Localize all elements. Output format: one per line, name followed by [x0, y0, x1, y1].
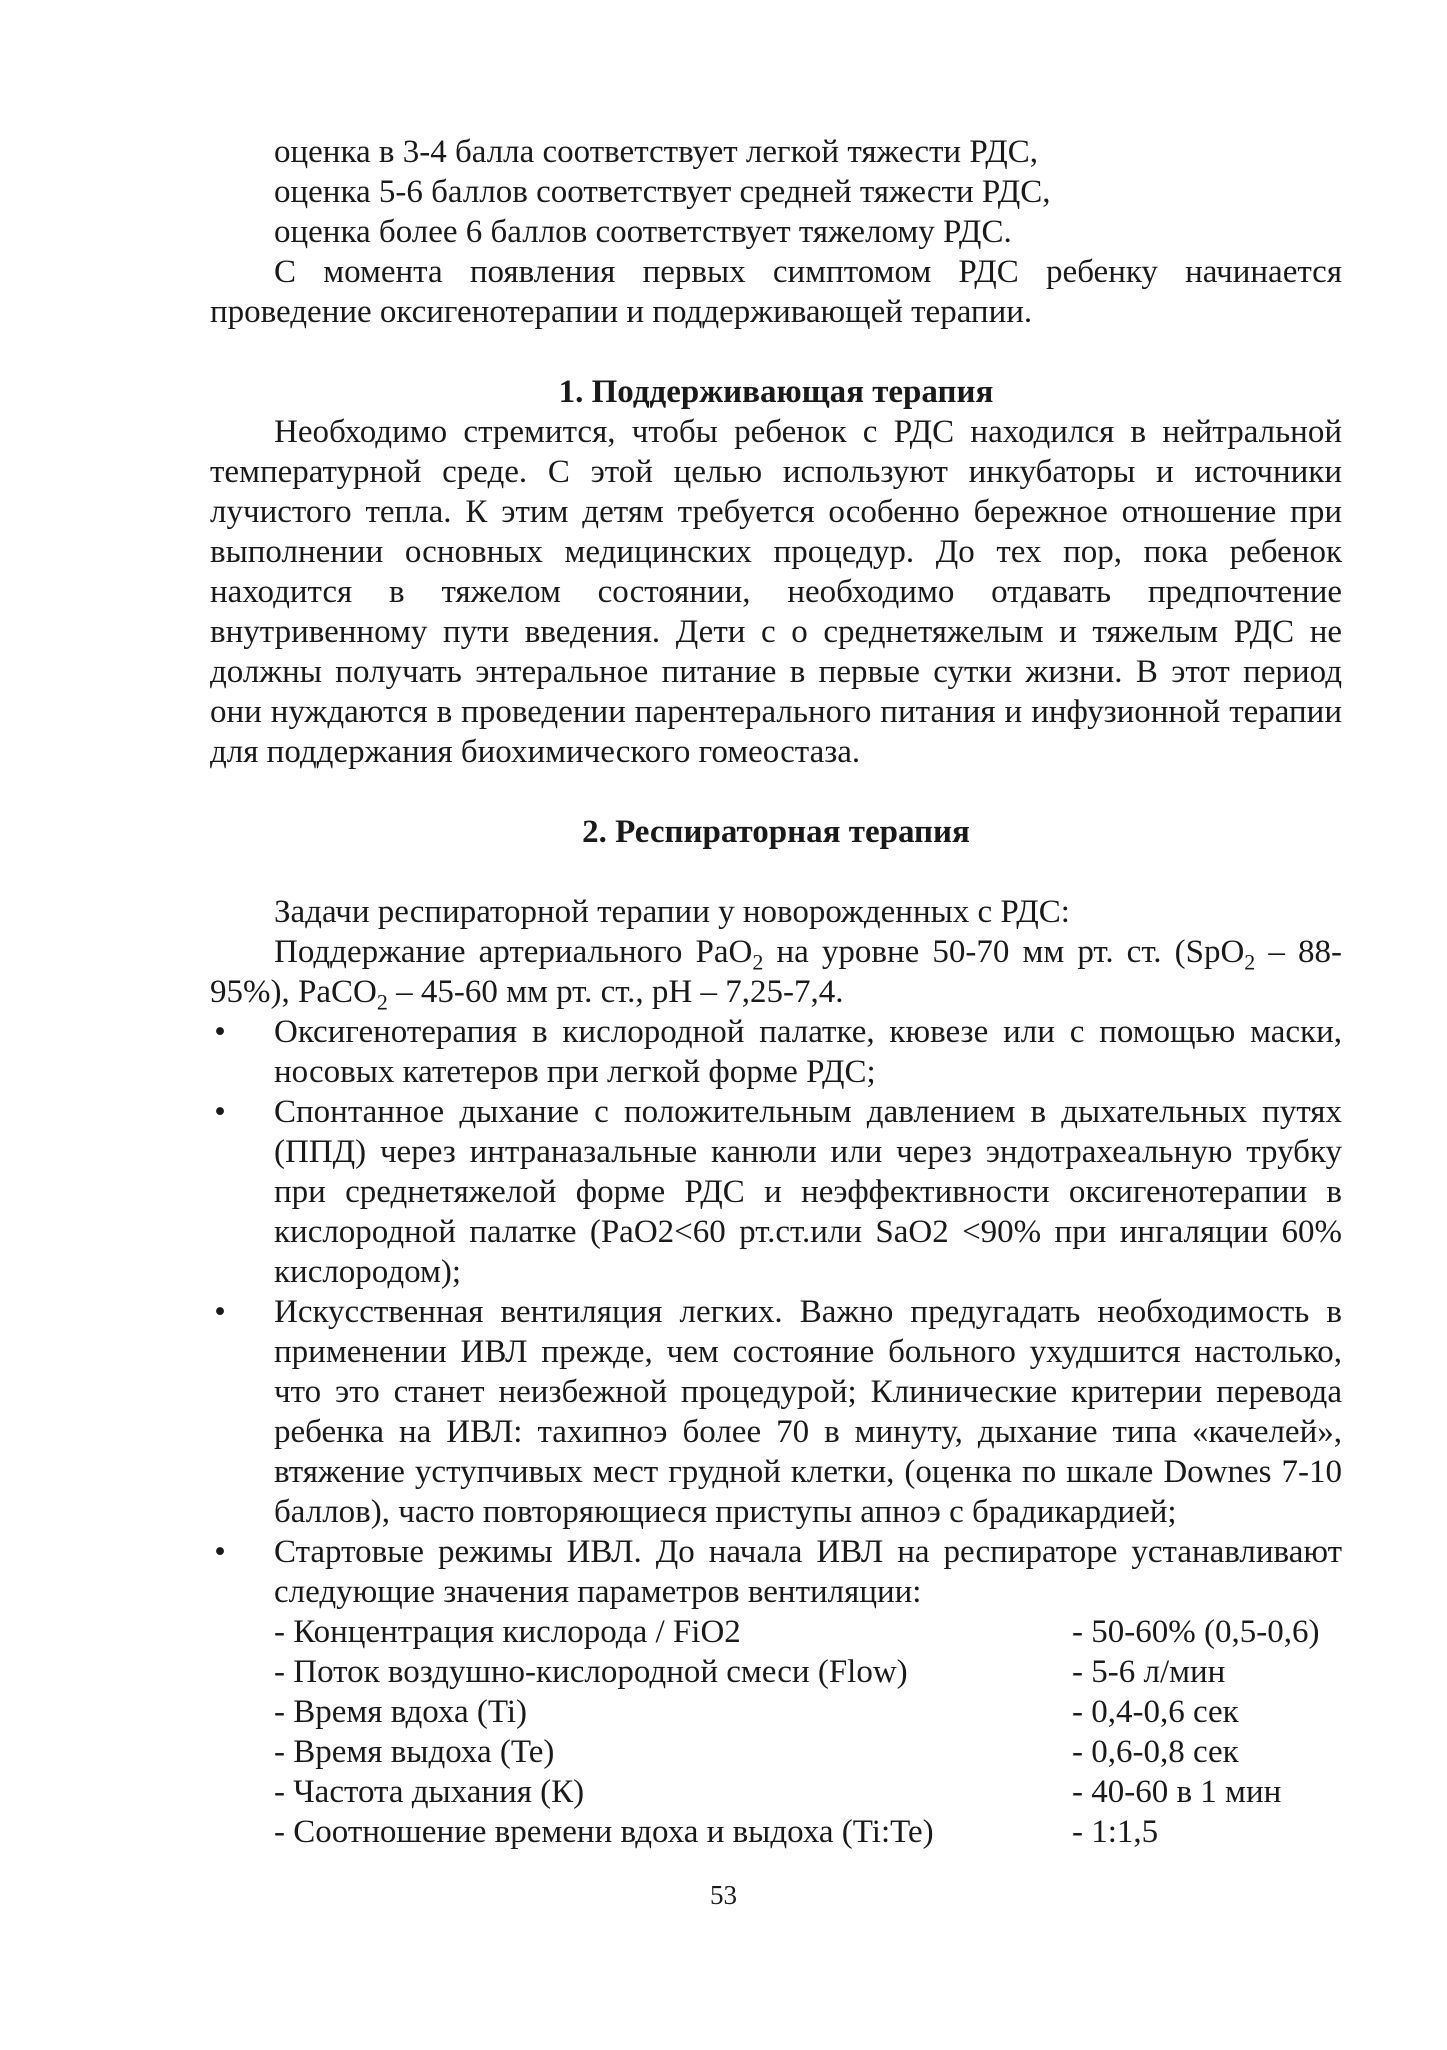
parameter-name: - Соотношение времени вдоха и выдоха (Ti:Te) [274, 1814, 934, 1850]
target-sub-1: 2 [752, 949, 764, 975]
target-text-4: – 45-60 мм рт. ст., pH – 7,25-7,4. [387, 974, 844, 1010]
parameter-value: - 0,4-0,6 сек [1072, 1694, 1239, 1730]
bullet-text: Оксигенотерапия в кислородной палатке, кювезе или с помощью маски, носовых катетеров при легкой форме РДС; [274, 1014, 1342, 1090]
bullet-text: Стартовые режимы ИВЛ. До начала ИВЛ на респираторе устанавливают следующие значения параметров вентиляции: [274, 1534, 1342, 1610]
parameter-name: - Концентрация кислорода / FiO2 [274, 1614, 741, 1650]
parameter-value: - 40-60 в 1 мин [1072, 1774, 1282, 1810]
target-text-1: Поддержание артериального PaO [274, 934, 753, 970]
parameter-value: - 5-6 л/мин [1072, 1654, 1226, 1690]
therapy-tasks-line: Задачи респираторной терапии у новорожденных с РДС: [274, 894, 1070, 930]
parameter-name: - Время вдоха (Ti) [274, 1694, 528, 1730]
intro-paragraph: С момента появления первых симптомом РДС ребенку начинается проведение оксигенотерапии и поддерживающей терапии. [210, 254, 1342, 330]
parameter-row [274, 1812, 1342, 1852]
page-number: 53 [710, 1880, 737, 1910]
intro-line-1: оценка в 3-4 балла соответствует легкой тяжести РДС, [274, 134, 1038, 170]
target-sub-2: 2 [1244, 949, 1256, 975]
parameter-name: - Поток воздушно-кислородной смеси (Flow) [274, 1654, 908, 1690]
intro-line-2: оценка 5-6 баллов соответствует средней тяжести РДС, [274, 174, 1051, 210]
bullet-mark: • [214, 1094, 226, 1130]
document-page [210, 132, 1342, 1852]
therapy-bullet-list [210, 1012, 1342, 1852]
parameter-row [274, 1652, 1342, 1692]
bullet-item-cpap [214, 1092, 1342, 1292]
bullet-mark: • [214, 1534, 226, 1570]
intro-line-3: оценка более 6 баллов соответствует тяжелому РДС. [274, 214, 1012, 250]
section-1-paragraph: Необходимо стремится, чтобы ребенок с РДС находился в нейтральной температурной среде. С этой целью используют инкубаторы и источники лучистого тепла. К этим детям требуется особенно бережное отношение при выполнении основных медицинских процедур. До тех пор, пока ребенок находится в тяжелом состоянии, необходимо отдавать предпочтение внутривенному пути введения. Дети с о среднетяжелым и тяжелым РДС не должны получать энтеральное питание в первые сутки жизни. В этот период они нуждаются в проведении парентерального питания и инфузионной терапии для поддержания биохимического гомеостаза. [210, 414, 1342, 770]
target-sub-3: 2 [376, 989, 388, 1015]
bullet-mark: • [214, 1294, 226, 1330]
parameter-row [274, 1732, 1342, 1772]
parameter-name: - Время выдоха (Te) [274, 1734, 555, 1770]
parameter-value: - 50-60% (0,5-0,6) [1072, 1614, 1320, 1650]
bullet-mark: • [214, 1014, 226, 1050]
bullet-item-oxygen-therapy [214, 1012, 1342, 1092]
target-text-2: на уровне 50-70 мм рт. ст. (SpO [763, 934, 1245, 970]
parameter-row [274, 1612, 1342, 1652]
parameter-name: - Частота дыхания (К) [274, 1774, 585, 1810]
target-values-paragraph [210, 932, 1342, 1015]
bullet-item-ventilation [214, 1292, 1342, 1532]
ventilation-parameters [274, 1612, 1342, 1852]
parameter-value: - 0,6-0,8 сек [1072, 1734, 1239, 1770]
parameter-value: - 1:1,5 [1072, 1814, 1159, 1850]
parameter-row [274, 1692, 1342, 1732]
target-text-3: – 88-95%), PaCO [210, 934, 1342, 1010]
parameter-row [274, 1772, 1342, 1812]
bullet-text: Искусственная вентиляция легких. Важно предугадать необходимость в применении ИВЛ прежде, чем состояние больного ухудшится настолько, что это станет неизбежной процедурой; Клинические критерии перевода ребенка на ИВЛ: тахипноэ более 70 в минуту, дыхание типа «качелей», втяжение уступчивых мест грудной клетки, (оценка по шкале Downes 7-10 баллов), часто повторяющиеся приступы апноэ с брадикардией; [274, 1294, 1342, 1530]
section-2-heading: 2. Респираторная терапия [582, 814, 970, 850]
bullet-text: Спонтанное дыхание с положительным давлением в дыхательных путях (ППД) через интраназальные канюли или через эндотрахеальную трубку при среднетяжелой форме РДС и неэффективности оксигенотерапии в кислородной палатке (PaO2<60 рт.ст.или SaO2 <90% при ингаляции 60% кислородом); [274, 1094, 1342, 1290]
section-1-heading: 1. Поддерживающая терапия [558, 374, 994, 410]
bullet-item-start-modes [214, 1532, 1342, 1852]
